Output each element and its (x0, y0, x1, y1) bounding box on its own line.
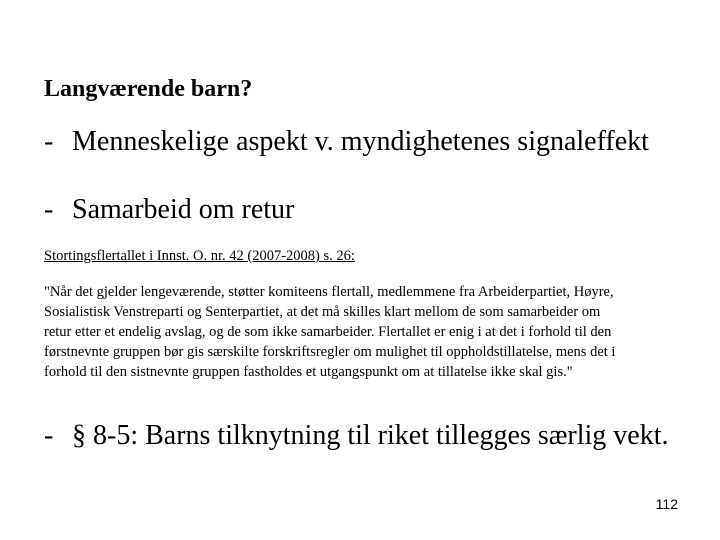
page-number: 112 (655, 496, 678, 512)
quote-line: "Når det gjelder lengeværende, støtter komiteens flertall, medlemmene fra Arbeiderpartiet, Høyre, (44, 284, 614, 300)
bullet-text: Samarbeid om retur (72, 194, 295, 225)
quote-line: retur etter et endelig avslag, og de som ikke samarbeider. Flertallet er enig i at det i forhold til den (44, 324, 612, 340)
bullet-return-cooperation (44, 194, 294, 226)
slide-title: Langværende barn? (44, 76, 253, 102)
bullet-marker: - (44, 420, 54, 451)
bullet-marker: - (44, 126, 54, 157)
bullet-signal-effect (44, 126, 649, 158)
bullet-text: § 8-5: Barns tilknytning til riket tillegges særlig vekt. (72, 420, 669, 451)
quote-line: førstnevnte gruppen bør gis særskilte forskriftsregler om mulighet til oppholdstillatelse, mens det i (44, 344, 616, 360)
source-reference: Stortingsflertallet i Innst. O. nr. 42 (2007-2008) s. 26: (44, 248, 355, 264)
bullet-paragraph-8-5 (44, 420, 669, 452)
quote-line: forhold til den sistnevnte gruppen fastholdes et utgangspunkt om at tillatelse ikke skal gis." (44, 364, 573, 380)
quote-line: Sosialistisk Venstreparti og Senterpartiet, at det må skilles klart mellom de som samarbeider om (44, 304, 601, 320)
bullet-marker: - (44, 194, 54, 225)
bullet-text: Menneskelige aspekt v. myndighetenes signaleffekt (72, 126, 649, 157)
quote-block (44, 282, 684, 382)
